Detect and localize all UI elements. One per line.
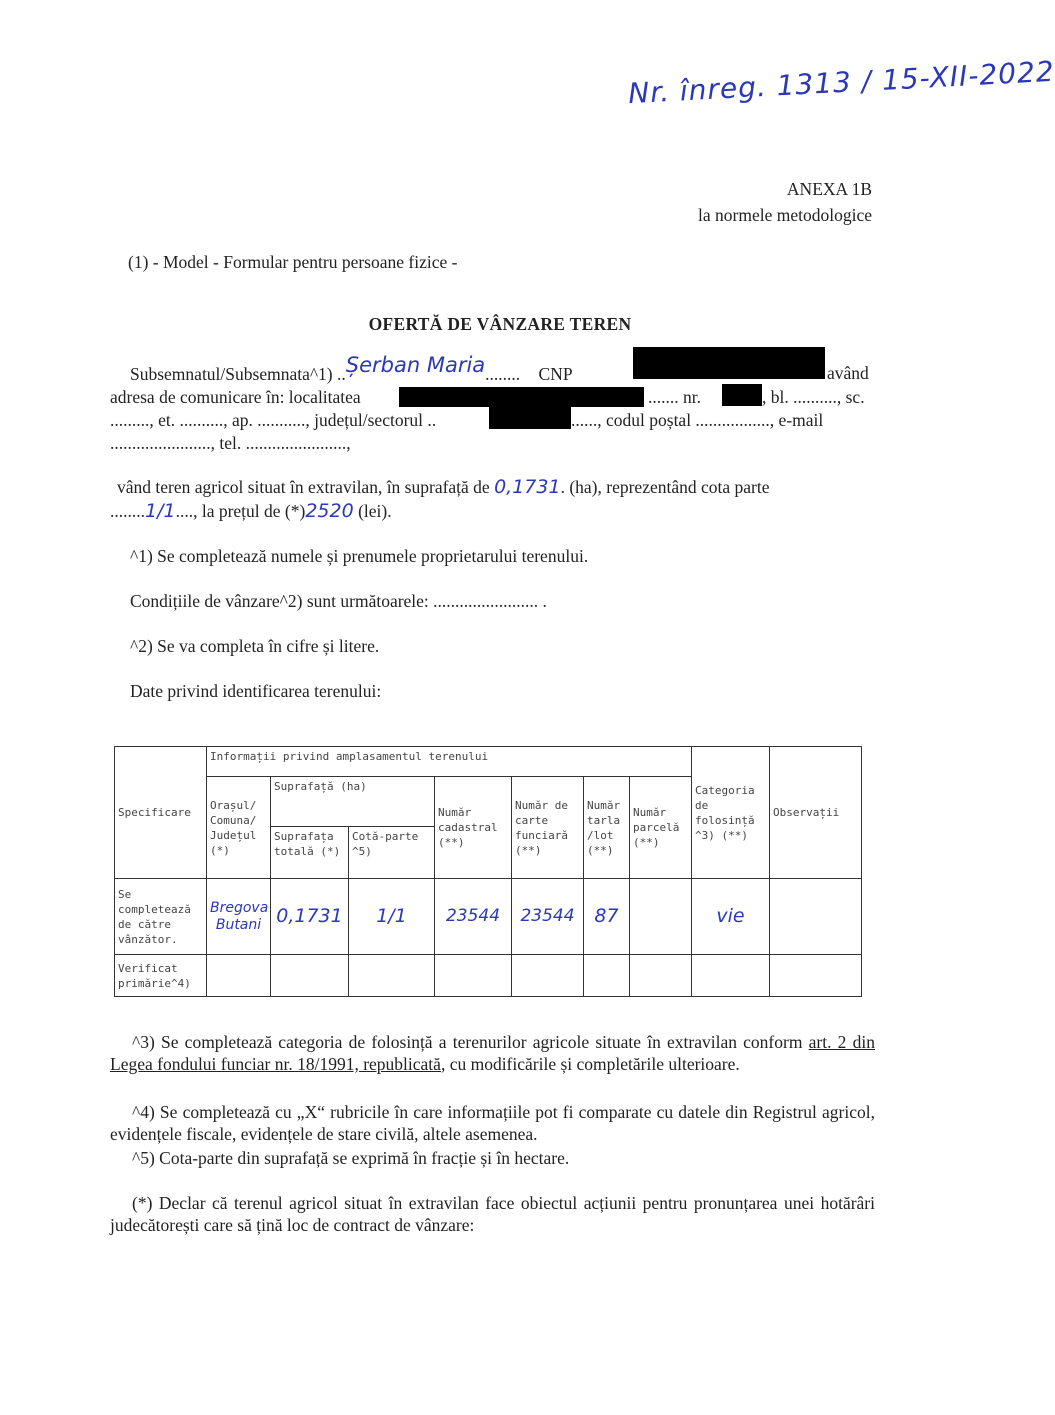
note-3-text: ^3) Se completează categoria de folosință a terenurilor agricole situate în extravilan conform (132, 1032, 803, 1052)
header-cota-parte: Cotă-parte ^5) (349, 827, 435, 879)
cell-empty (692, 955, 770, 997)
annex-subtitle: la normele metodologice (698, 205, 872, 225)
row-label-verificat: Verificat primărie^4) (115, 955, 207, 997)
header-observatii: Observații (770, 747, 862, 879)
cell-categoria: vie (692, 879, 770, 955)
header-oras: Orașul/ Comuna/ Județul (*) (207, 777, 271, 879)
note-1: ^1) Se completează numele și prenumele proprietarului terenului. (130, 546, 589, 566)
cell-oras: Bregova Butani (207, 879, 271, 955)
cell-suprafata-totala: 0,1731 (271, 879, 349, 955)
redaction-cnp (633, 347, 825, 379)
apartment-county-label: ........., et. .........., ap. ..........., județul/sectorul .. (110, 410, 437, 430)
cell-parcela (630, 879, 692, 955)
quota-handwritten: 1/1 (145, 500, 176, 522)
phone-line: ......................., tel. ......................., (110, 433, 351, 453)
table-row (115, 955, 862, 997)
header-suprafata: Suprafață (ha) (271, 777, 435, 827)
cell-carte-funciara: 23544 (512, 879, 584, 955)
declaration: (*) Declar că terenul agricol situat în extravilan face obiectul acțiunii pentru pronunțarea unei hotărâri judecătorești care să țină loc de contract de vânzare: (110, 1193, 875, 1235)
having-label: având (827, 363, 869, 383)
row-label-seller: Se completează de către vânzător. (115, 879, 207, 955)
redaction-county (489, 407, 571, 429)
annex-title: ANEXA 1B (786, 179, 872, 199)
surface-handwritten: 0,1731 (494, 476, 561, 498)
form-line-1 (130, 353, 573, 385)
sale-quota-label: . (ha), reprezentând cota parte (560, 477, 770, 497)
conditions-line: Condițiile de vânzare^2) sunt următoarele: ........................ . (130, 591, 547, 611)
header-specificare: Specificare (115, 747, 207, 879)
price-label: ...., la prețul de (*) (175, 501, 306, 521)
note-4: ^4) Se completează cu „X“ rubricile în care informațiile pot fi comparate cu datele din Registrul agricol, evidențele fiscale, evidențele de stare civilă, altele asemenea. (110, 1102, 875, 1144)
cell-tarla: 87 (584, 879, 630, 955)
price-handwritten: 2520 (305, 500, 354, 522)
identification-label: Date privind identificarea terenului: (130, 681, 382, 701)
cell-cadastral: 23544 (435, 879, 512, 955)
note-5: ^5) Cota-parte din suprafață se exprimă în fracție și în hectare. (132, 1148, 570, 1168)
header-suprafata-totala: Suprafața totală (*) (271, 827, 349, 879)
block-label: , bl. .........., sc. (762, 387, 865, 407)
registration-number: Nr. înreg. 1313 / 15-XII-2022 (627, 54, 1055, 111)
cell-empty (512, 955, 584, 997)
quota-dots: ........ (110, 501, 145, 521)
seller-name: Șerban Maria (345, 353, 486, 377)
cell-empty (207, 955, 271, 997)
header-tarla: Număr tarla /lot (**) (584, 777, 630, 879)
number-label: ....... nr. (648, 387, 701, 407)
redaction-locality (399, 387, 644, 407)
annex-header (472, 176, 872, 228)
table-row (115, 879, 862, 955)
header-categoria: Categoria de folosință ^3) (**) (692, 747, 770, 879)
cell-empty (435, 955, 512, 997)
header-group: Informații privind amplasamentul terenului (207, 747, 692, 777)
seller-dots: ........ (485, 364, 521, 384)
note-3 (110, 1031, 875, 1075)
cell-empty (584, 955, 630, 997)
cell-empty (630, 955, 692, 997)
header-carte-funciara: Număr de carte funciară (**) (512, 777, 584, 879)
cell-empty (349, 955, 435, 997)
address-label: adresa de comunicare în: localitatea (110, 387, 361, 407)
sale-line-2 (110, 500, 392, 522)
document-title: OFERTĂ DE VÂNZARE TEREN (368, 314, 632, 334)
cnp-label: CNP (538, 364, 573, 384)
cell-observatii (770, 879, 862, 955)
header-parcela: Număr parcelă (**) (630, 777, 692, 879)
cell-cota-parte: 1/1 (349, 879, 435, 955)
sale-surface-label: vând teren agricol situat în extravilan, în suprafață de (117, 477, 490, 497)
seller-label: Subsemnatul/Subsemnata^1) .. (130, 364, 346, 384)
cell-empty (770, 955, 862, 997)
redaction-number (722, 384, 762, 406)
land-table (114, 746, 862, 997)
note-2: ^2) Se va completa în cifre și litere. (130, 636, 380, 656)
law-reference: art. 2 din Legea fondului funciar nr. 18/1991, republicată (110, 1032, 875, 1074)
note-3-tail: , cu modificările și completările ulterioare. (440, 1054, 740, 1074)
header-cadastral: Număr cadastral (**) (435, 777, 512, 879)
postal-email-label: ......, codul poștal ................., e-mail (571, 410, 824, 430)
cell-empty (271, 955, 349, 997)
currency-label: (lei). (358, 501, 392, 521)
sale-line-1 (117, 476, 769, 498)
model-line: (1) - Model - Formular pentru persoane fizice - (128, 252, 458, 272)
